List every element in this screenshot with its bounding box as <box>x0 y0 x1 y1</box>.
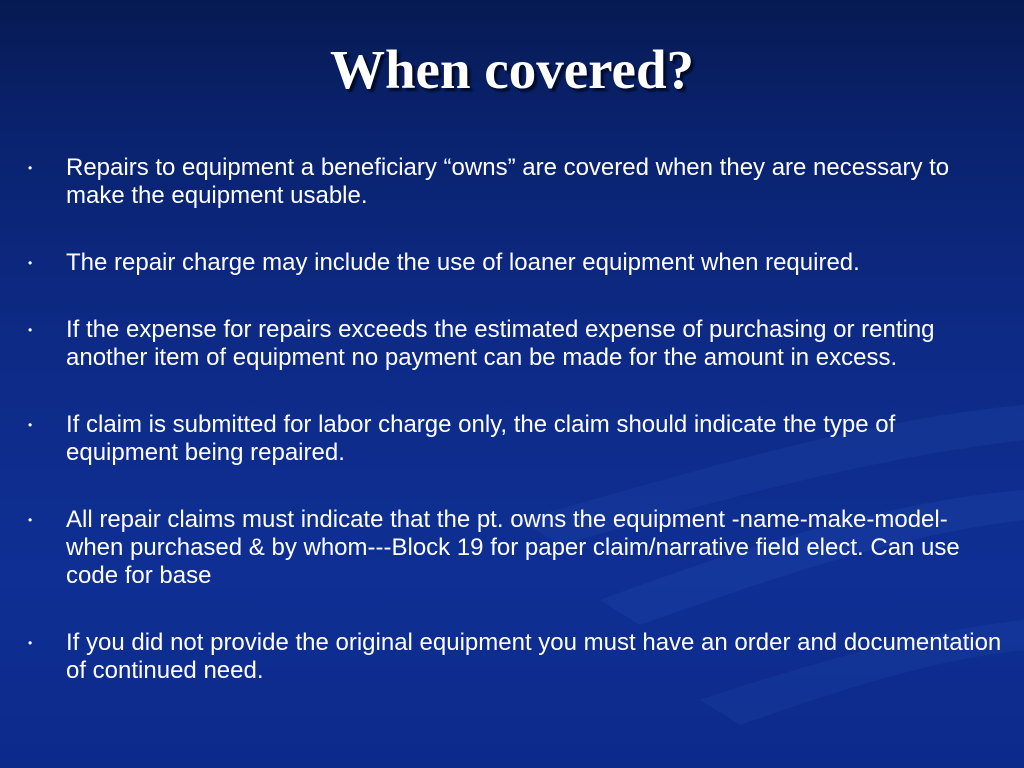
bullet-dot-icon: • <box>28 323 33 337</box>
bullet-item <box>28 629 1003 685</box>
bullet-item <box>28 249 1003 277</box>
bullet-text: If claim is submitted for labor charge only, the claim should indicate the type of equipment being repaired. <box>66 411 896 466</box>
bullet-dot-icon: • <box>28 636 33 650</box>
bullet-text: The repair charge may include the use of loaner equipment when required. <box>66 249 860 276</box>
slide-title: When covered? <box>329 39 695 100</box>
bullet-item <box>28 154 1003 210</box>
bullet-dot-icon: • <box>28 513 33 527</box>
bullet-dot-icon: • <box>28 161 33 175</box>
bullet-dot-icon: • <box>28 256 33 270</box>
bullet-item <box>28 316 1003 372</box>
bullet-item <box>28 506 1003 590</box>
bullet-text: If the expense for repairs exceeds the estimated expense of purchasing or renting another item of equipment no payment can be made for the amount in excess. <box>66 316 935 371</box>
bullet-item <box>28 411 1003 467</box>
bullet-list <box>28 154 1003 685</box>
bullet-text: All repair claims must indicate that the pt. owns the equipment -name-make-model-when purchased & by whom---Block 19 for paper claim/narrative field elect. Can use code for base <box>66 506 960 589</box>
bullet-text: Repairs to equipment a beneficiary “owns” are covered when they are necessary to make the equipment usable. <box>66 154 950 209</box>
bullet-text: If you did not provide the original equipment you must have an order and documentation of continued need. <box>66 629 1002 684</box>
bullet-dot-icon: • <box>28 418 33 432</box>
